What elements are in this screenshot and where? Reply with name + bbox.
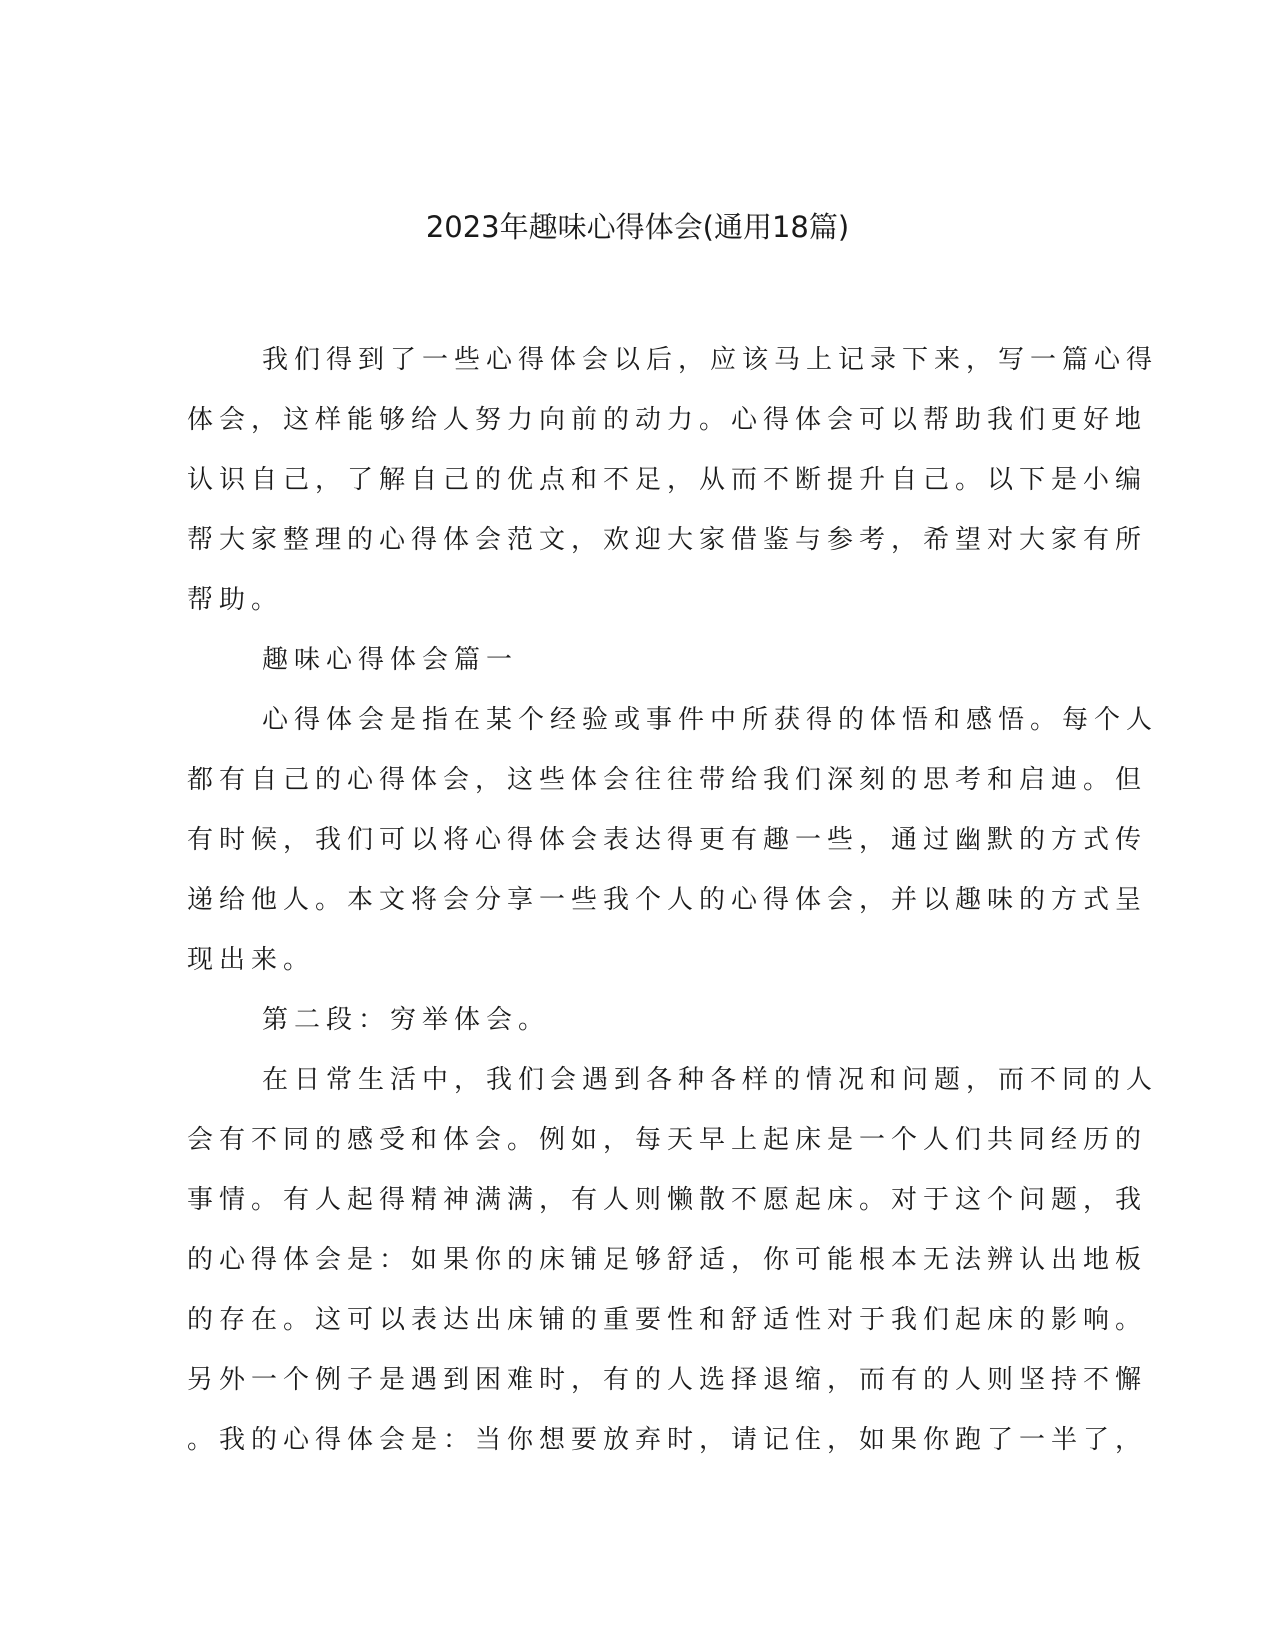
body-line: 帮助。: [187, 585, 284, 615]
body-line: 认识自己，了解自己的优点和不足，从而不断提升自己。以下是小编: [187, 465, 1148, 495]
body-line: 我们得到了一些心得体会以后，应该马上记录下来，写一篇心得: [262, 345, 1159, 375]
body-line: 。我的心得体会是：当你想要放弃时，请记住，如果你跑了一半了，: [187, 1425, 1148, 1455]
section-heading: 趣味心得体会篇一: [262, 645, 519, 675]
body-line: 另外一个例子是遇到困难时，有的人选择退缩，而有的人则坚持不懈: [187, 1365, 1148, 1395]
body-line: 有时候，我们可以将心得体会表达得更有趣一些，通过幽默的方式传: [187, 825, 1148, 855]
body-line: 递给他人。本文将会分享一些我个人的心得体会，并以趣味的方式呈: [187, 885, 1148, 915]
body-line: 帮大家整理的心得体会范文，欢迎大家借鉴与参考，希望对大家有所: [187, 525, 1148, 555]
body-line: 体会，这样能够给人努力向前的动力。心得体会可以帮助我们更好地: [187, 405, 1148, 435]
document-title: 2023年趣味心得体会(通用18篇): [425, 210, 850, 244]
body-line: 现出来。: [187, 945, 316, 975]
document-body: [187, 330, 1159, 1470]
section-heading: 第二段：穷举体会。: [262, 1005, 551, 1035]
body-line: 心得体会是指在某个经验或事件中所获得的体悟和感悟。每个人: [262, 705, 1159, 735]
body-line: 的存在。这可以表达出床铺的重要性和舒适性对于我们起床的影响。: [187, 1305, 1148, 1335]
body-line: 会有不同的感受和体会。例如，每天早上起床是一个人们共同经历的: [187, 1125, 1148, 1155]
body-line: 在日常生活中，我们会遇到各种各样的情况和问题，而不同的人: [262, 1065, 1159, 1095]
body-line: 事情。有人起得精神满满，有人则懒散不愿起床。对于这个问题，我: [187, 1185, 1148, 1215]
body-line: 都有自己的心得体会，这些体会往往带给我们深刻的思考和启迪。但: [187, 765, 1148, 795]
body-line: 的心得体会是：如果你的床铺足够舒适，你可能根本无法辨认出地板: [187, 1245, 1148, 1275]
